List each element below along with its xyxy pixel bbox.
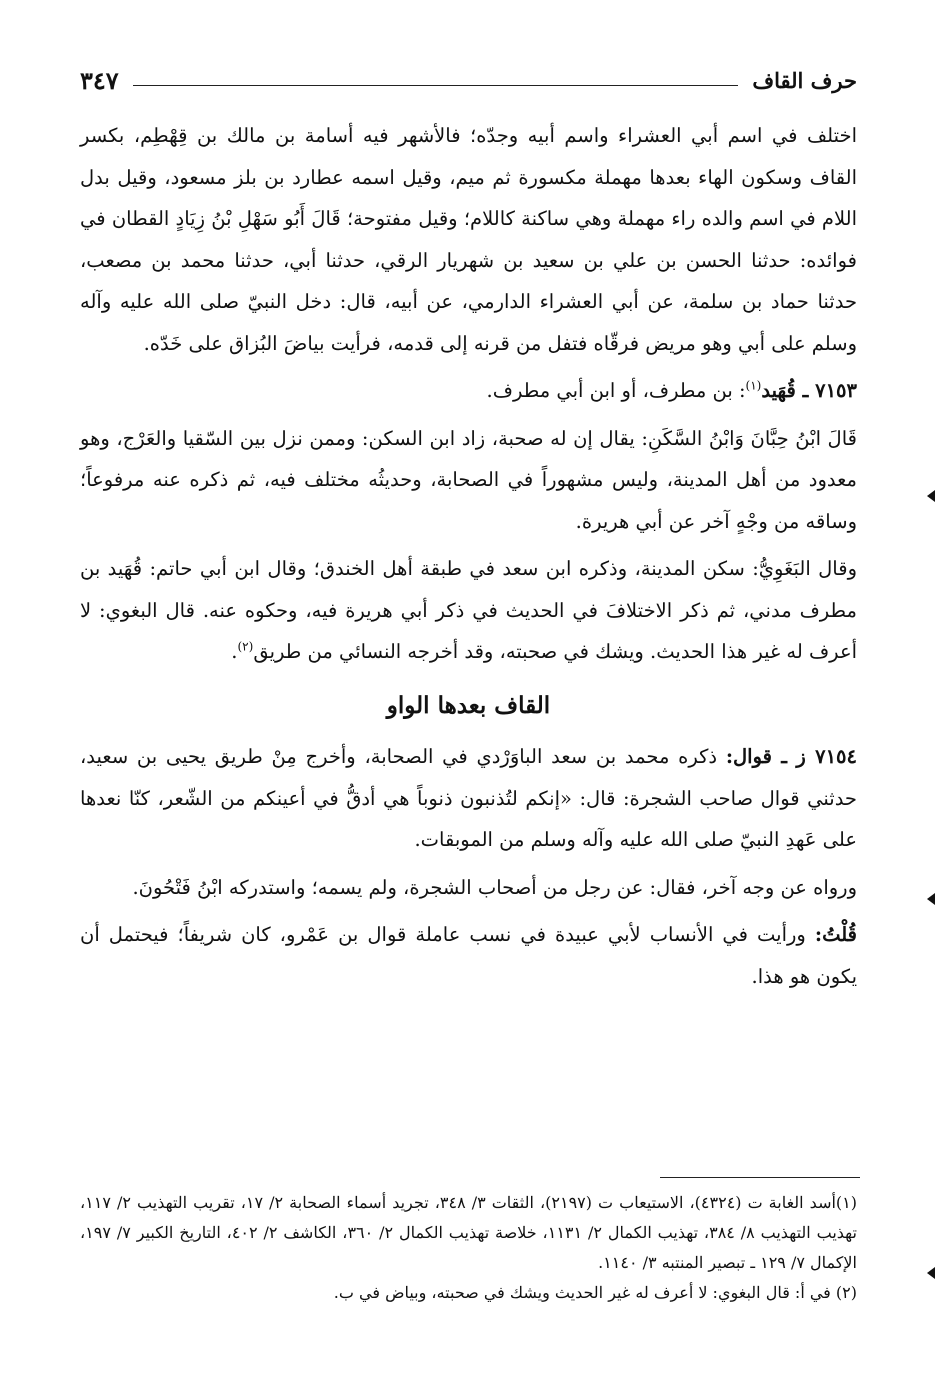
entry-7153-text: : بن مطرف، أو ابن أبي مطرف. [486,379,746,402]
paragraph-baghawi-text: وقال البَغَوِيُّ: سكن المدينة، وذكره ابن سعد في طبقة أهل الخندق؛ وقال ابن أبي حاتم: قُهَيد بن مطرف مدني، ثم ذكر الاختلافَ في الحديث في ذكر أبي هريرة فيه، وحكوه عنه. قال البغوي: لا أعرف له غير هذا الحديث. ويشك في صحبته، وقد أخرجه النسائي من طريق [80,557,857,663]
section-heading: القاف بعدها الواو [386,691,551,719]
header-rule [133,85,739,86]
paragraph-qultu [80,914,857,997]
paragraph-abi-al-ushara: اختلف في اسم أبي العشراء واسم أبيه وجدّه؛ فالأشهر فيه أسامة بن مالك بن قِهْطِم، بكسر القاف وسكون الهاء بعدها مهملة مكسورة ثم ميم، وقيل اسمه عطارد بن بلز مسعود، وقيل بدل اللام في اسم والده راء مهملة وهي ساكنة كاللام؛ وقيل مفتوحة؛ قَالَ أَبُو سَهْلِ بْنُ زِيَادٍ القطان في فوائده: حدثنا الحسن بن علي بن سعيد بن شهريار الرقي، حدثنا أبي، حدثنا محمد بن مصعب، حدثنا حماد بن سلمة، عن أبي العشراء الدارمي، عن أبيه، قال: دخل النبيّ صلى الله عليه وآله وسلم على أبي وهو مريض فرقّاه فتفل من قرنه إلى قدمه، فرأيت بياضَ البُزاق على خَدّه. [80,124,857,355]
entry-7154-text: ذكره محمد بن سعد الباوَرْدي في الصحابة، وأخرج مِنْ طريق يحيى بن سعيد، حدثني قوال صاحب الشجرة: قال: «إنكم لتُذنبون ذنوباً هي أدقُّ في أعينكم من الشّعر، كنّا نعدها على عَهدِ النبيّ صلى الله عليه وآله وسلم من الموبقات. [80,745,857,851]
running-header [80,60,857,100]
entry-7153 [80,370,857,412]
qultu-text: ورأيت في الأنساب لأبي عبيدة في نسب عاملة قوال بن عَمْرو، كان شريفاً؛ فيحتمل أن يكون هو هذا. [80,923,857,988]
paragraph-ibn-hibban: قَالَ ابْنُ حِبَّانَ وَابْنُ السَّكَنِ: يقال إن له صحبة، زاد ابن السكن: وممن نزل بين السّقيا والعَرْج، وهو معدود من أهل المدينة، وليس مشهوراً في الصحابة، وحديثُه مختلف فيه، ثم ذكره عنه مرفوعاً؛ وساقه من وجْهٍ آخر عن أبي هريرة. [80,426,857,533]
main-text [80,115,857,997]
paragraph-baghawi-end: . [231,640,238,663]
entry-7153-heading: ٧١٥٣ ـ قُهَيد [761,379,857,402]
entry-7154 [80,736,857,861]
margin-marker-icon [927,490,935,502]
footnote-ref-2: (٢) [237,639,254,654]
footnote-ref-1: (١) [745,378,762,393]
footnote-separator [660,1177,860,1178]
margin-marker-icon [927,1267,935,1279]
entry-7154-heading: ٧١٥٤ ز ـ قوال: [725,745,857,768]
paragraph-baghawi [80,548,857,673]
qultu-label: قُلْتُ: [814,923,857,946]
paragraph-another-route: ورواه عن وجه آخر، فقال: عن رجل من أصحاب الشجرة، ولم يسمه؛ واستدركه ابْنُ فَتْحُونَ. [132,875,857,899]
page-number: ٣٤٧ [80,65,119,95]
footnote-2: (٢) في أ: قال البغوي: لا أعرف له غير الحديث ويشك في صحبته، وبياض في ب. [333,1283,857,1302]
chapter-title: حرف القاف [752,67,857,93]
footnote-1: (١)أسد الغابة ت (٤٣٢٤)، الاستيعاب ت (٢١٩٧)، الثقات ٣/ ٣٤٨، تجريد أسماء الصحابة ٢/ ١٧، تقريب التهذيب ٢/ ١١٧، تهذيب التهذيب ٨/ ٣٨٤، تهذيب الكمال ٢/ ١١٣١، خلاصة تهذيب الكمال ٢/ ٣٦٠، الكاشف ٢/ ٤٠٢، التاريخ الكبير ٧/ ١٩٧، الإكمال ٧/ ١٢٩ ـ تبصير المنتبه ٣/ ١١٤٠. [80,1193,858,1272]
footnotes [80,1188,857,1308]
margin-marker-icon [927,893,935,905]
